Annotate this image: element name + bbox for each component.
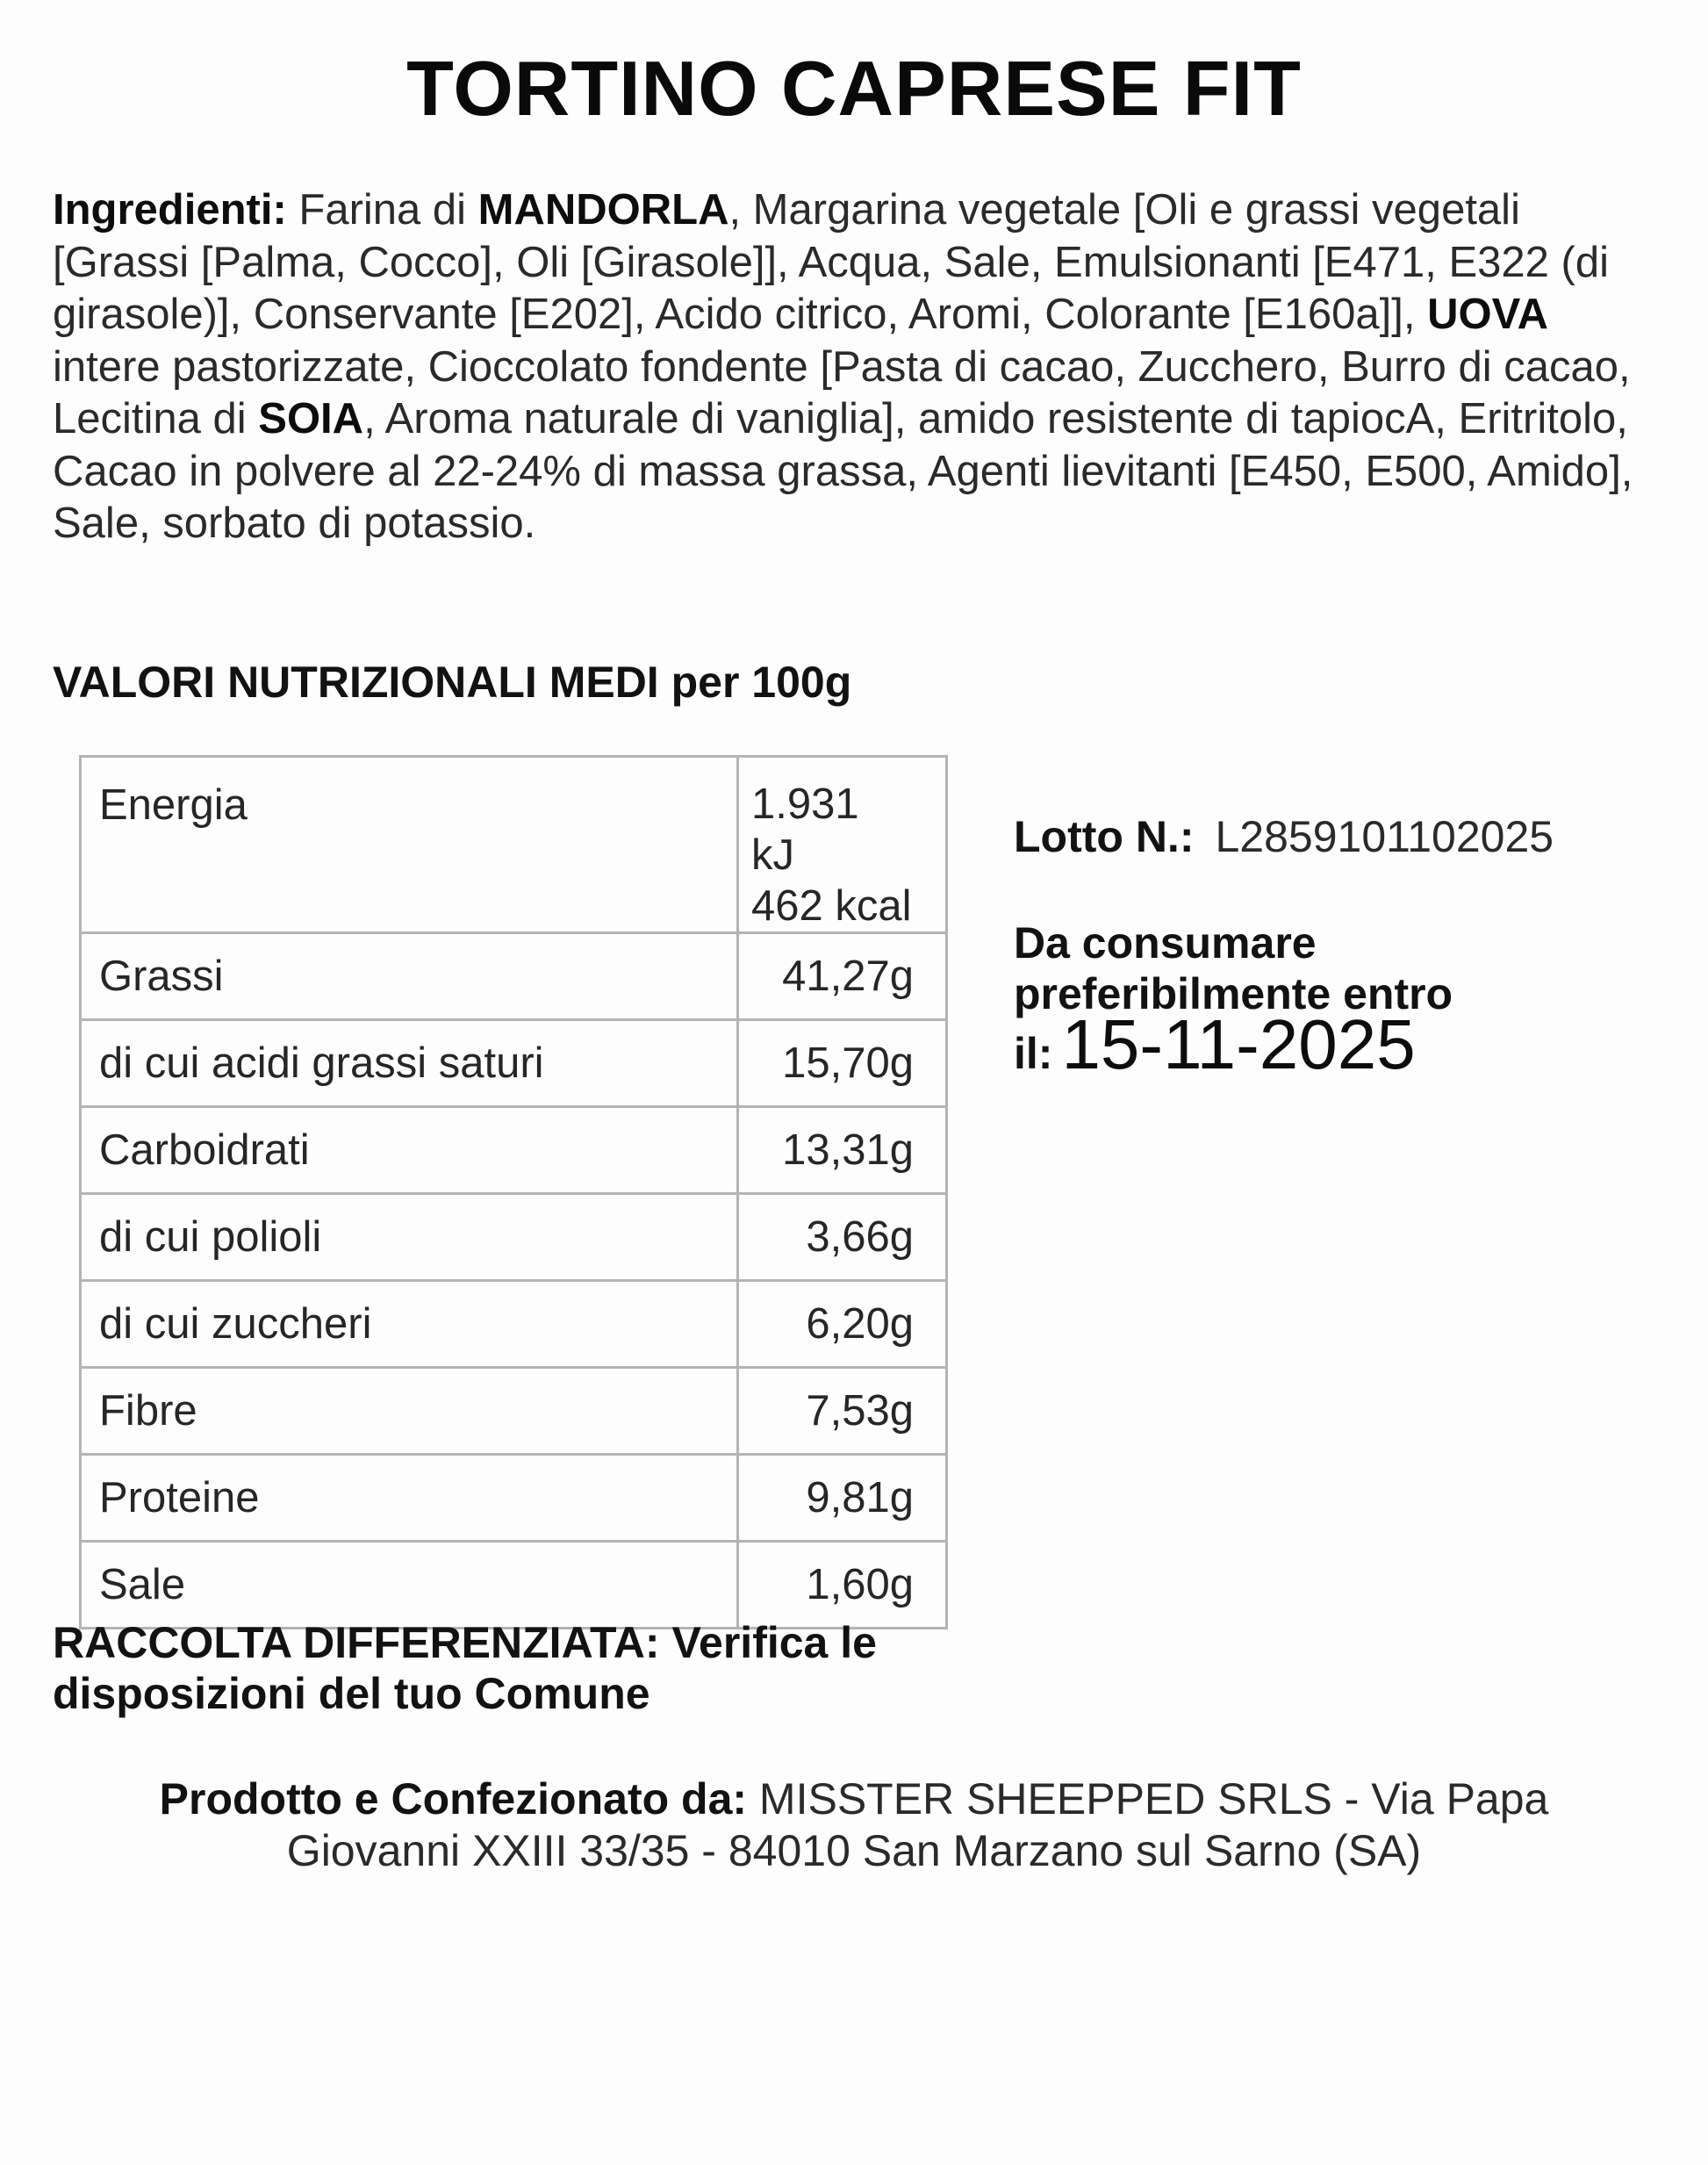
producer-line2: Giovanni XXIII 33/35 - 84010 San Marzano sul Sarno (SA): [286, 1826, 1422, 1875]
nutrient-value: 1,60g: [738, 1542, 947, 1629]
recycling-note: RACCOLTA DIFFERENZIATA: Verifica le disposizioni del tuo Comune: [53, 1618, 877, 1718]
energy-kcal: 462 kcal: [751, 882, 912, 930]
nutrient-name: Sale: [81, 1542, 738, 1629]
table-row: [81, 1194, 947, 1281]
producer-info: [0, 1773, 1708, 1877]
ingredients-text: Farina di: [286, 186, 478, 234]
nutrition-table: [79, 755, 948, 1629]
lot-number: [1014, 811, 1554, 862]
nutrient-value: 13,31g: [738, 1107, 947, 1194]
allergen-eggs: UOVA: [1427, 291, 1548, 338]
producer-name: MISSTER SHEEPPED SRLS - Via Papa: [747, 1774, 1549, 1823]
energy-kj: 1.931 kJ: [751, 780, 859, 879]
nutrient-value: 41,27g: [738, 933, 947, 1020]
nutrient-name: Energia: [81, 757, 738, 933]
nutrient-value: 15,70g: [738, 1020, 947, 1107]
producer-label: Prodotto e Confezionato da:: [159, 1774, 748, 1823]
nutrient-value: [738, 757, 947, 933]
best-before-line1: Da consumare: [1014, 918, 1317, 967]
nutrient-name: di cui zuccheri: [81, 1281, 738, 1368]
nutrient-name: di cui polioli: [81, 1194, 738, 1281]
allergen-almond: MANDORLA: [477, 186, 729, 234]
best-before: [1014, 917, 1453, 1083]
nutrient-value: 9,81g: [738, 1455, 947, 1542]
nutrient-name: Carboidrati: [81, 1107, 738, 1194]
nutrient-name: Proteine: [81, 1455, 738, 1542]
best-before-date-row: [1014, 1005, 1453, 1083]
table-row: [81, 757, 947, 933]
nutrient-value: 7,53g: [738, 1368, 947, 1455]
ingredients-text: , Aroma naturale di vaniglia], amido resistente di tapiocA, Eritritolo, Cacao in polvere al 22-24% di massa grassa, Agenti lievitanti [E450, E500, Amido], Sale, sorbato di potassio.: [53, 395, 1633, 547]
ingredients-text: intere pastorizzate, Cioccolato fondente [Pasta di cacao, Zucchero, Burro di cacao, Lecitina di: [53, 342, 1631, 442]
table-row: [81, 1107, 947, 1194]
ingredients-text: , Margarina vegetale [Oli e grassi vegetali [Grassi [Palma, Cocco], Oli [Girasole]], Acqua, Sale, Emulsionanti [E471, E322 (di girasole)], Conservante [E202], Acido citrico, Aromi, Colorante [E160a]],: [53, 186, 1609, 338]
product-title: TORTINO CAPRESE FIT: [406, 45, 1302, 132]
table-row: [81, 1542, 947, 1629]
nutrient-name: di cui acidi grassi saturi: [81, 1020, 738, 1107]
best-before-date: 15-11-2025: [1061, 1005, 1416, 1083]
lot-value: L2859101102025: [1215, 812, 1554, 861]
table-row: [81, 933, 947, 1020]
nutrient-name: Grassi: [81, 933, 738, 1020]
table-row: [81, 1020, 947, 1107]
allergen-soy: SOIA: [258, 395, 364, 442]
best-before-prefix: il:: [1014, 1029, 1053, 1078]
nutrient-name: Fibre: [81, 1368, 738, 1455]
best-before-line2: preferibilmente entro: [1014, 969, 1453, 1018]
lot-label: Lotto N.:: [1014, 812, 1195, 861]
ingredients-paragraph: [53, 184, 1659, 550]
table-row: [81, 1455, 947, 1542]
ingredients-label: Ingredienti:: [53, 186, 287, 234]
nutrient-value: 6,20g: [738, 1281, 947, 1368]
nutrition-heading: VALORI NUTRIZIONALI MEDI per 100g: [53, 658, 852, 707]
table-row: [81, 1368, 947, 1455]
table-row: [81, 1281, 947, 1368]
producer-line1: [0, 1773, 1708, 1825]
nutrient-value: 3,66g: [738, 1194, 947, 1281]
